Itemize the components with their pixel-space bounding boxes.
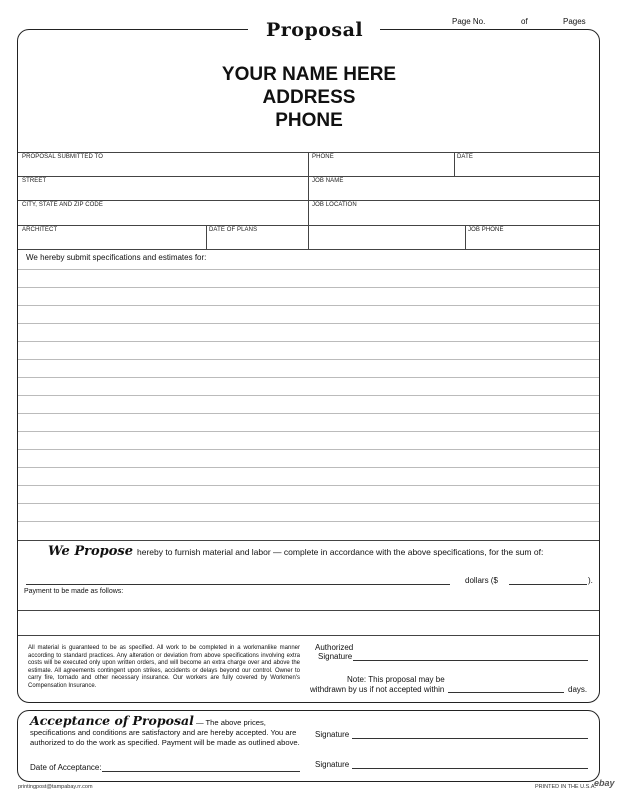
grid-divider bbox=[206, 225, 207, 249]
spec-writing-line[interactable] bbox=[18, 503, 599, 504]
payment-label: Payment to be made as follows: bbox=[24, 588, 124, 595]
propose-heading: We Propose bbox=[48, 544, 133, 559]
dollars-label: dollars ($ bbox=[465, 576, 498, 585]
days-line[interactable] bbox=[448, 692, 564, 693]
date-of-acceptance-line[interactable] bbox=[102, 771, 300, 772]
form-title: Proposal bbox=[262, 19, 367, 41]
acceptance-signature-line-1[interactable] bbox=[352, 738, 588, 739]
footer-email: printingpost@tampabay.rr.com bbox=[18, 784, 93, 790]
field-date-of-plans[interactable]: DATE OF PLANS bbox=[209, 227, 258, 233]
spec-writing-line[interactable] bbox=[18, 359, 599, 360]
payment-line[interactable] bbox=[18, 610, 599, 611]
acceptance-body: — The above prices, specifications and conditions are satisfactory and are hereby accepted. You are authorized to do the work as specified. Payment will be made as outlined above. bbox=[30, 718, 300, 747]
spec-writing-line[interactable] bbox=[18, 287, 599, 288]
specs-bottom-line bbox=[18, 540, 599, 541]
spec-writing-line[interactable] bbox=[18, 431, 599, 432]
field-city-state-zip[interactable]: CITY, STATE AND ZIP CODE bbox=[22, 202, 103, 208]
dollars-close: ). bbox=[588, 576, 593, 585]
spec-writing-line[interactable] bbox=[18, 449, 599, 450]
spec-writing-line[interactable] bbox=[18, 485, 599, 486]
grid-line bbox=[18, 249, 599, 250]
company-address: ADDRESS bbox=[262, 87, 356, 108]
spec-writing-line[interactable] bbox=[18, 305, 599, 306]
signature-label: Signature bbox=[318, 652, 353, 661]
field-job-phone[interactable]: JOB PHONE bbox=[468, 227, 504, 233]
withdraw-note-2: withdrawn by us if not accepted within bbox=[310, 685, 445, 694]
company-phone: PHONE bbox=[275, 110, 343, 131]
field-submitted-to[interactable]: PROPOSAL SUBMITTED TO bbox=[22, 154, 104, 160]
date-of-acceptance-label: Date of Acceptance: bbox=[30, 763, 102, 772]
grid-divider bbox=[308, 152, 309, 249]
field-architect[interactable]: ARCHITECT bbox=[22, 227, 58, 233]
specs-intro: We hereby submit specifications and estimates for: bbox=[26, 253, 207, 262]
spec-writing-line[interactable] bbox=[18, 269, 599, 270]
page-no-label: Page No. bbox=[452, 17, 486, 26]
field-date[interactable]: DATE bbox=[457, 154, 473, 160]
withdraw-note: Note: This proposal may be bbox=[347, 675, 445, 684]
acceptance-heading: Acceptance of Proposal bbox=[30, 713, 194, 728]
authorized-label: Authorized bbox=[315, 643, 354, 652]
acceptance-signature-label-1: Signature bbox=[315, 730, 350, 739]
spec-writing-line[interactable] bbox=[18, 377, 599, 378]
spec-writing-line[interactable] bbox=[18, 521, 599, 522]
page-of-label: of bbox=[521, 17, 528, 26]
grid-divider bbox=[465, 225, 466, 249]
guarantee-text: All material is guaranteed to be as specified. All work to be completed in a workmanlike manner according to standard practices. Any alteration or deviation from above specifications involving extra costs will be executed only upon written orders, and will become an extra charge over and above the estimate. All agreements contingent upon strikes, accidents or delays beyond our control. Owner to carry fire, tornado and other necessary insurance. Our workers are fully covered by Workmen's Compensation Insurance. bbox=[28, 645, 300, 689]
dollars-amount-line[interactable] bbox=[509, 584, 587, 585]
spec-writing-line[interactable] bbox=[18, 341, 599, 342]
propose-text: hereby to furnish material and labor — complete in accordance with the above specifications, for the sum of: bbox=[136, 547, 544, 557]
authorized-signature-line[interactable] bbox=[353, 660, 588, 661]
propose-statement bbox=[48, 544, 543, 559]
acceptance-signature-label-2: Signature bbox=[315, 760, 350, 769]
pages-label: Pages bbox=[563, 17, 586, 26]
company-name: YOUR NAME HERE bbox=[221, 64, 397, 85]
acceptance-text bbox=[30, 713, 306, 748]
footer-printed: PRINTED IN THE U.S.A. bbox=[535, 784, 597, 790]
field-phone[interactable]: PHONE bbox=[312, 154, 334, 160]
acceptance-signature-line-2[interactable] bbox=[352, 768, 588, 769]
spec-writing-line[interactable] bbox=[18, 413, 599, 414]
amount-words-line[interactable] bbox=[26, 584, 450, 585]
ebay-watermark: ebay bbox=[594, 778, 615, 788]
spec-writing-line[interactable] bbox=[18, 467, 599, 468]
payment-bottom-line[interactable] bbox=[18, 635, 599, 636]
days-label: days. bbox=[568, 685, 588, 694]
grid-divider bbox=[454, 152, 455, 176]
field-street[interactable]: STREET bbox=[22, 178, 47, 184]
field-job-name[interactable]: JOB NAME bbox=[312, 178, 344, 184]
spec-writing-line[interactable] bbox=[18, 323, 599, 324]
field-job-location[interactable]: JOB LOCATION bbox=[312, 202, 357, 208]
spec-writing-line[interactable] bbox=[18, 395, 599, 396]
